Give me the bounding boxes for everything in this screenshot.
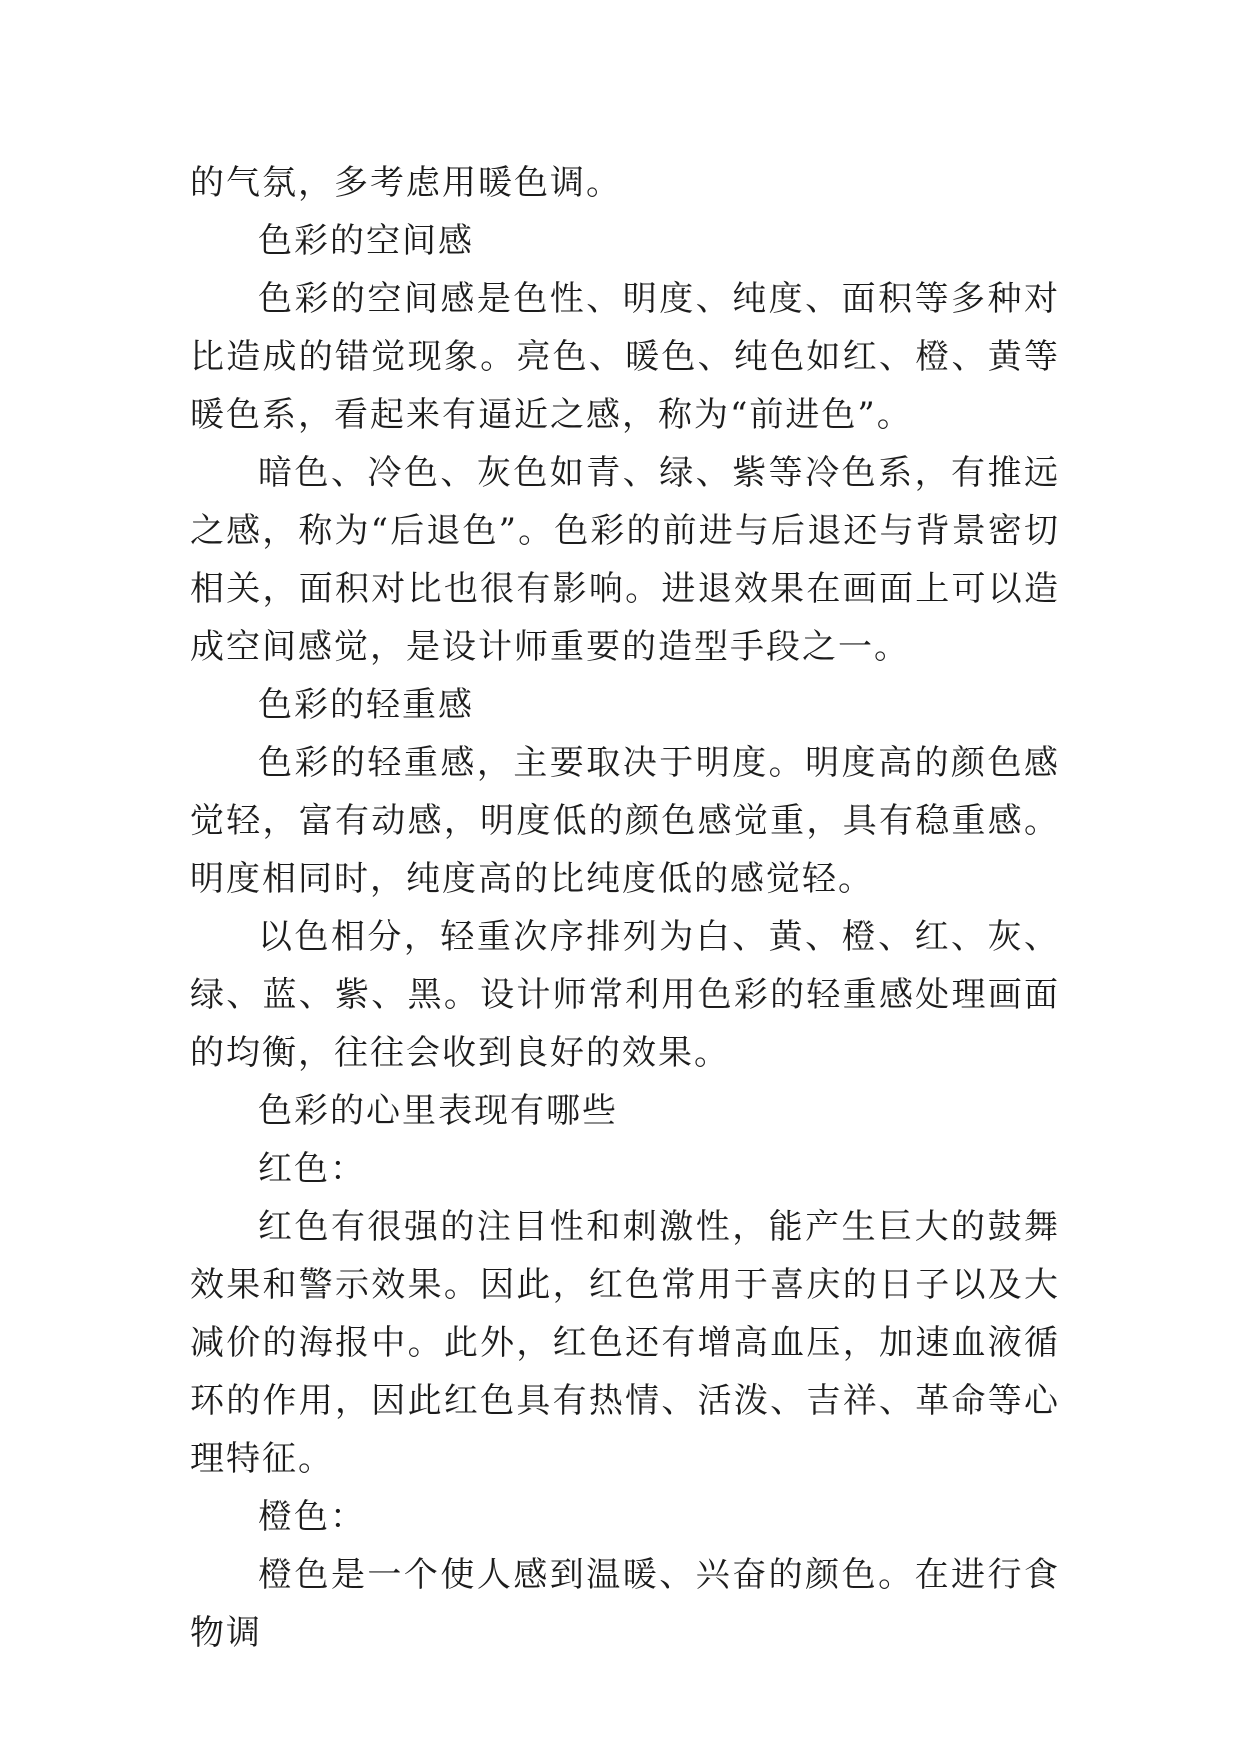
heading-red: 红色： bbox=[258, 1149, 366, 1189]
heading-orange: 橙色： bbox=[258, 1497, 366, 1537]
heading-spatial-sense: 色彩的空间感 bbox=[258, 221, 474, 261]
paragraph-weight-brightness: 色彩的轻重感，主要取决于明度。明度高的颜色感觉轻，富有动感，明度低的颜色感觉重，具有稳重感。明度相同时，纯度高的比纯度低的感觉轻。 bbox=[190, 743, 1060, 899]
paragraph-orange: 橙色是一个使人感到温暖、兴奋的颜色。在进行食物调 bbox=[190, 1555, 1060, 1653]
paragraph-red: 红色有很强的注目性和刺激性，能产生巨大的鼓舞效果和警示效果。因此，红色常用于喜庆的日子以及大减价的海报中。此外，红色还有增高血压，加速血液循环的作用，因此红色具有热情、活泼、吉祥、革命等心理特征。 bbox=[190, 1207, 1060, 1479]
heading-psychology: 色彩的心里表现有哪些 bbox=[258, 1091, 618, 1131]
paragraph-spatial-receding: 暗色、冷色、灰色如青、绿、紫等冷色系，有推远之感，称为“后退色”。色彩的前进与后退还与背景密切相关，面积对比也很有影响。进退效果在画面上可以造成空间感觉，是设计师重要的造型手段之一。 bbox=[190, 453, 1060, 667]
paragraph-spatial-advancing: 色彩的空间感是色性、明度、纯度、面积等多种对比造成的错觉现象。亮色、暖色、纯色如红、橙、黄等暖色系，看起来有逼近之感，称为“前进色”。 bbox=[190, 279, 1060, 435]
paragraph-continuation: 的气氛，多考虑用暖色调。 bbox=[190, 163, 622, 203]
paragraph-weight-order: 以色相分，轻重次序排列为白、黄、橙、红、灰、绿、蓝、紫、黑。设计师常利用色彩的轻重感处理画面的均衡，往往会收到良好的效果。 bbox=[190, 917, 1060, 1073]
document-body bbox=[190, 154, 1060, 1662]
heading-weight-sense: 色彩的轻重感 bbox=[258, 685, 474, 725]
